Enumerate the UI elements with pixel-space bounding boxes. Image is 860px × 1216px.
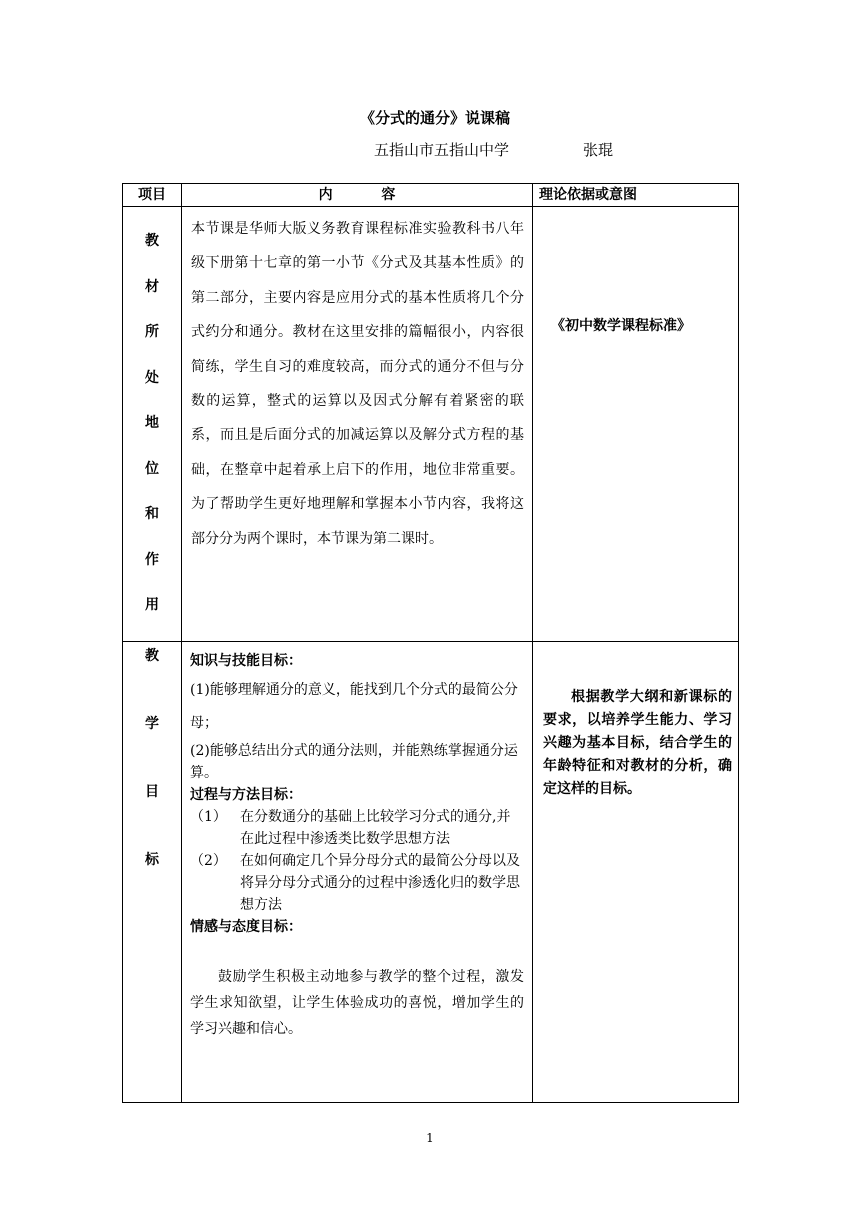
page-number: 1	[426, 1131, 434, 1145]
content-cell	[182, 641, 533, 1102]
row-label-teaching-goals: 教 学 目 标	[145, 647, 159, 868]
document-title: 《分式的通分》说课稿	[359, 109, 510, 127]
process-goal-2: （2） 在如何确定几个异分母分式的最简公分母以及将异分母分式通分的过程中渗透化归的数学思想方法	[190, 852, 520, 913]
curriculum-standard-reference: 《初中数学课程标准》	[551, 318, 691, 334]
row-label-cell	[123, 207, 182, 642]
process-goal-1: （1） 在分数通分的基础上比较学习分式的通分,并在此过程中渗透类比数学思想方法	[190, 808, 511, 847]
header-item: 项目	[123, 184, 182, 207]
process-method-heading: 过程与方法目标：	[190, 786, 302, 803]
emotion-attitude-heading: 情感与态度目标：	[190, 918, 302, 935]
table-row-teaching-goals	[123, 641, 739, 1102]
teaching-goals-rationale: 根据教学大纲和新课标的要求，以培养学生能力、学习兴趣为基本目标，结合学生的年龄特征和对教材的分析，确定这样的目标。	[543, 688, 732, 797]
knowledge-goal-1: (1)能够理解通分的意义，能找到几个分式的最简公分母；	[190, 681, 518, 731]
header-content: 内 容	[182, 184, 533, 207]
knowledge-skills-heading: 知识与技能目标：	[190, 652, 302, 669]
subtitle	[374, 139, 613, 160]
content-cell	[182, 207, 533, 642]
table-header-row	[123, 184, 739, 207]
rationale-cell	[533, 207, 739, 642]
textbook-position-text: 本节课是华师大版义务教育课程标准实验教科书八年级下册第十七章的第一小节《分式及其基本性质》的第二部分，主要内容是应用分式的基本性质将几个分式约分和通分。教材在这里安排的篇幅很小，内容很简练，学生自习的难度较高，而分式的通分不但与分数的运算，整式的运算以及因式分解有着紧密的联系，而且是后面分式的加减运算以及解分式方程的基础，在整章中起着承上启下的作用，地位非常重要。为了帮助学生更好地理解和掌握本小节内容，我将这部分分为两个课时，本节课为第二课时。	[191, 221, 524, 547]
knowledge-goal-2: (2)能够总结出分式的通分法则，并能熟练掌握通分运算。	[190, 742, 518, 781]
lesson-plan-table	[122, 183, 739, 1103]
school-name: 五指山市五指山中学	[374, 141, 510, 159]
emotion-attitude-text: 鼓励学生积极主动地参与教学的整个过程，激发学生求知欲望，让学生体验成功的喜悦，增加学生的学习兴趣和信心。	[190, 968, 524, 1037]
row-label-cell	[123, 641, 182, 1102]
header-rationale: 理论依据或意图	[533, 184, 739, 207]
row-label-textbook-position: 教 材 所 处 地 位 和 作 用	[145, 233, 159, 613]
author-name: 张琨	[583, 141, 614, 159]
table-row-textbook-position	[123, 207, 739, 642]
teaching-goals-content	[182, 642, 532, 1042]
rationale-cell	[533, 641, 739, 1102]
